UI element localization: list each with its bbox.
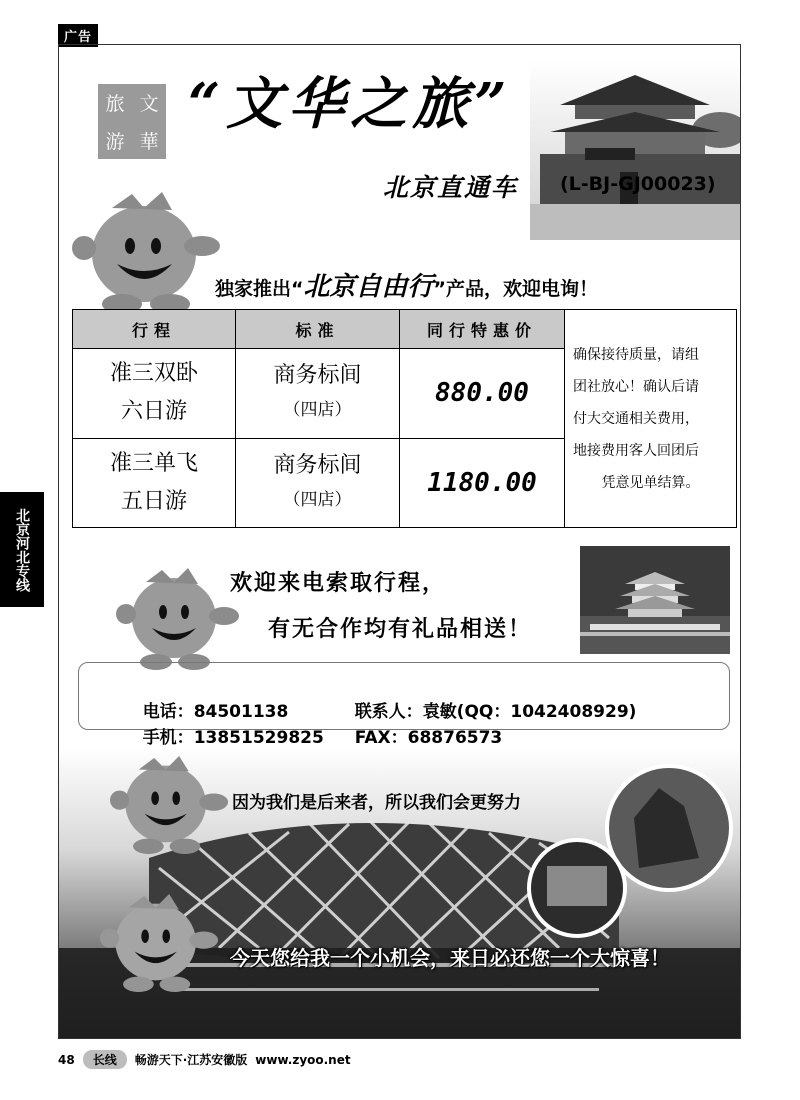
fax-label: FAX： bbox=[354, 728, 408, 748]
table-header: 行程 bbox=[73, 310, 236, 349]
welcome-line-1: 欢迎来电索取行程， bbox=[230, 571, 447, 596]
promo-line bbox=[215, 266, 598, 303]
note-line: 确保接待质量，请组 bbox=[573, 346, 699, 363]
standard-label: 商务标间 bbox=[273, 452, 362, 478]
route-line: 六日游 bbox=[120, 399, 187, 425]
mascot-image bbox=[116, 566, 241, 671]
service-note bbox=[565, 310, 737, 528]
mascot-image bbox=[72, 186, 222, 316]
table-header: 标准 bbox=[236, 310, 400, 349]
brand-title: “文华之旅” bbox=[188, 71, 513, 137]
ad-tag: 广告 bbox=[58, 24, 98, 47]
standard-cell bbox=[236, 349, 400, 439]
slogan-line-1: 因为我们是后来者，所以我们会更努力 bbox=[232, 793, 521, 813]
page-footer bbox=[58, 1050, 351, 1069]
promo-highlight: 北京自由行 bbox=[303, 272, 434, 302]
publication-name: 畅游天下·江苏安徽版 bbox=[134, 1053, 248, 1067]
mobile-number: 13851529825 bbox=[193, 728, 324, 748]
standard-label: 商务标间 bbox=[273, 363, 362, 389]
slogan-line-2: 今天您给我一个小机会，来日必还您一个大惊喜！ bbox=[230, 946, 670, 970]
side-section-tab: 北京河北专线 bbox=[0, 492, 44, 607]
price-cell: 880.00 bbox=[400, 349, 565, 439]
section-badge: 长线 bbox=[83, 1050, 127, 1069]
hotel-label: （四店） bbox=[283, 400, 352, 421]
tiananmen-photo bbox=[530, 60, 740, 240]
mobile-label: 手机： bbox=[142, 728, 194, 748]
route-line: 准三双卧 bbox=[109, 361, 198, 387]
fax-number: 68876573 bbox=[407, 728, 503, 748]
hotel-label: （四店） bbox=[283, 489, 352, 510]
note-line: 付大交通相关费用， bbox=[573, 410, 699, 427]
contact-name: 袁敏(QQ：1042408929) bbox=[422, 702, 637, 722]
license-code: (L-BJ-GJ00023) bbox=[560, 173, 716, 195]
welcome-line-2: 有无合作均有礼品相送！ bbox=[268, 617, 533, 642]
phone-number: 84501138 bbox=[193, 702, 289, 722]
route-cell bbox=[73, 438, 236, 528]
route-line: 五日游 bbox=[120, 488, 187, 514]
logo-char: 華 bbox=[139, 130, 159, 153]
website-link[interactable]: www.zyoo.net bbox=[255, 1052, 351, 1067]
mascot-image bbox=[110, 752, 230, 857]
table-header: 同行特惠价 bbox=[400, 310, 565, 349]
logo-char: 游 bbox=[105, 130, 125, 153]
table-header-row bbox=[73, 310, 737, 349]
brand-logo bbox=[98, 84, 166, 159]
note-line: 团社放心！确认后请 bbox=[573, 378, 699, 395]
mascot-image bbox=[100, 890, 220, 995]
route-cell bbox=[73, 349, 236, 439]
temple-of-heaven-photo bbox=[580, 546, 730, 654]
promo-prefix: 独家推出“ bbox=[215, 278, 304, 300]
note-line: 凭意见单结算。 bbox=[601, 474, 700, 491]
standard-cell bbox=[236, 438, 400, 528]
logo-char: 文 bbox=[139, 93, 159, 116]
contact-box bbox=[78, 662, 730, 748]
note-line: 地接费用客人回团后 bbox=[573, 442, 699, 459]
contact-label: 联系人： bbox=[354, 702, 423, 722]
price-cell: 1180.00 bbox=[400, 438, 565, 528]
price-table bbox=[72, 309, 736, 528]
page-number: 48 bbox=[58, 1052, 75, 1067]
route-line: 准三单飞 bbox=[109, 450, 198, 476]
phone-label: 电话： bbox=[142, 702, 194, 722]
promo-suffix: ”产品，欢迎电询！ bbox=[433, 278, 599, 300]
brand-subtitle: 北京直通车 bbox=[383, 173, 519, 202]
logo-char: 旅 bbox=[105, 93, 125, 116]
